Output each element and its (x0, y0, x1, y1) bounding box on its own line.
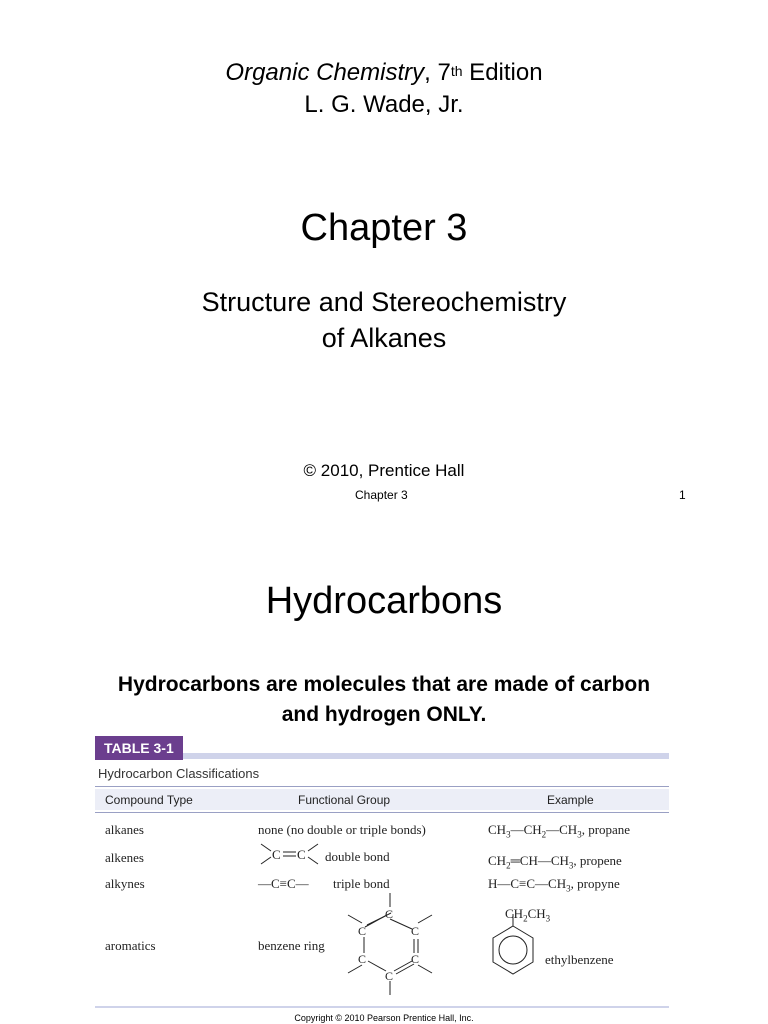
ring-carbon-2: C (411, 924, 420, 938)
book-title: Organic Chemistry (225, 59, 425, 86)
header-rule-bottom (95, 812, 669, 813)
subtitle-line-2: of Alkanes (321, 323, 447, 353)
chapter-subtitle (0, 284, 768, 356)
alkene-double-bond-icon (255, 842, 327, 868)
benzene-ring-label: benzene ring (258, 938, 325, 953)
table-caption: Hydrocarbon Classifications (98, 766, 260, 781)
header-functional-group: Functional Group (298, 793, 391, 807)
book-title-line (0, 58, 768, 88)
chapter-title: Chapter 3 (300, 207, 468, 249)
row-aromatics-type: aromatics (105, 938, 156, 953)
alkene-c1: C (272, 847, 281, 862)
image-credit: Copyright © 2010 Pearson Prentice Hall, Inc. (294, 1013, 474, 1023)
ring-carbon-5: C (358, 952, 367, 966)
edition-superscript: th (450, 63, 463, 79)
header-compound-type: Compound Type (105, 793, 193, 807)
ring-carbon-4: C (385, 969, 394, 983)
ring-carbon-1: C (385, 907, 394, 921)
row-alkenes-example: $CH_2═CH—CH_3$, propene (488, 853, 622, 871)
ethylbenzene-label: ethylbenzene (545, 952, 614, 967)
table-bottom-rule (95, 1006, 669, 1008)
table-tab: TABLE 3-1 (95, 736, 183, 760)
benzene-structure-icon (340, 889, 440, 999)
row-alkynes-example: $H—C\equiv C—CH_3$, propyne (488, 876, 620, 894)
row-alkenes-type: alkenes (105, 850, 144, 865)
edition-prefix: , 7 (424, 59, 451, 86)
alkyne-triple-bond-formula: —C≡C— (258, 876, 309, 891)
hydrocarbon-table (95, 736, 669, 1008)
description-line-2: and hydrogen ONLY. (281, 703, 487, 726)
triple-bond-label: triple bond (333, 876, 390, 891)
double-bond-label: double bond (325, 849, 390, 864)
ethyl-group-label: $CH_2CH_3$ (505, 906, 551, 924)
row-alkanes-example: $CH_3—CH_2—CH_3$, propane (488, 822, 631, 840)
row-alkanes-group: none (no double or triple bonds) (258, 822, 426, 837)
copyright-notice: © 2010, Prentice Hall (303, 461, 465, 480)
row-alkynes-type: alkynes (105, 876, 145, 891)
author: L. G. Wade, Jr. (304, 91, 464, 118)
ring-carbon-3: C (411, 952, 420, 966)
description-line-1: Hydrocarbons are molecules that are made of carbon (117, 673, 651, 696)
slide-footer-chapter: Chapter 3 (355, 488, 408, 502)
row-alkanes-type: alkanes (105, 822, 144, 837)
header-rule-top (95, 786, 669, 787)
subtitle-line-1: Structure and Stereochemistry (201, 287, 567, 317)
ring-carbon-6: C (358, 924, 367, 938)
slide-title: Hydrocarbons (265, 580, 503, 622)
edition-word: Edition (462, 59, 543, 86)
slide-number: 1 (679, 488, 686, 502)
alkene-c2: C (297, 847, 306, 862)
header-example: Example (547, 793, 594, 807)
slide-description (70, 670, 698, 730)
